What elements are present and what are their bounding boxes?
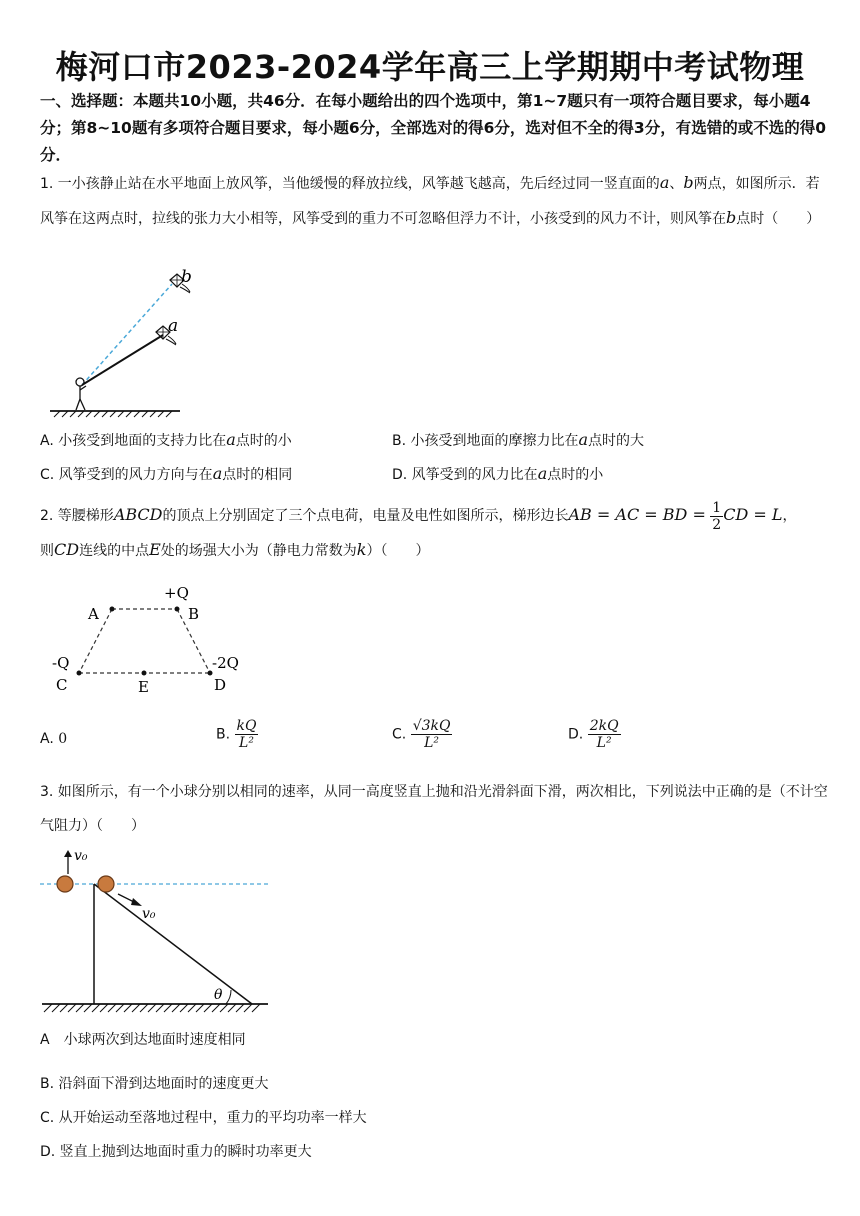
label-a: A [88,605,99,623]
q3-option-d[interactable]: D. 竖直上抛到达地面时重力的瞬时功率更大 [40,1144,312,1160]
q3-option-c[interactable]: C. 从开始运动至落地过程中，重力的平均功率一样大 [40,1110,367,1126]
label-c: C [56,676,68,694]
q2-option-b-den: L² [239,735,254,751]
q3-label-v0-slope: v₀ [142,906,156,922]
q3-option-b[interactable]: B. 沿斜面下滑到达地面时的速度更大 [40,1076,269,1092]
q2-var-e: E [149,540,161,559]
q3-label-v0-up: v₀ [74,848,88,864]
q3-ball-slope [98,876,114,892]
q2-option-d-label: D. [568,726,584,743]
q1-option-b-text: B. 小孩受到地面的摩擦力比在 [392,433,579,449]
q2-option-c-num: √3kQ [412,718,451,734]
charge-c: -Q [52,654,70,672]
question-3-stem: 3. 如图所示，有一个小球分别以相同的速率，从同一高度竖直上抛和沿光滑斜面下滑，两次相比，下列说法中正确的是（不计空气阻力）（ ） [40,784,828,834]
q2-eq-right: CD = L [723,505,783,524]
q2-option-d[interactable] [568,718,621,751]
q1-text-3: 点时（ ） [736,211,821,227]
q1-fig-label-a: a [168,316,179,336]
q1-text-2: 两点，如图所示．若风筝在这两点时，拉线的张力大小相等，风筝受到的重力不可忽略但浮力不计，小孩受到的风力不计，则风筝在 [40,176,820,227]
q2-option-c-label: C. [392,726,407,743]
q2-option-d-den: L² [596,735,612,751]
q2-option-b-label: B. [216,726,231,743]
q3-arrow-up-icon [64,850,72,857]
label-d: D [214,676,227,694]
question-2-stem-line-1 [40,497,797,534]
q2-eq-left: AB = AC = BD = [568,505,706,524]
q1-option-d-tail: 点时的小 [547,467,604,483]
label-e: E [138,678,149,696]
q2-text-4: 则 [40,543,54,559]
q2-option-c-den: L² [424,735,440,751]
q1-var-b2: b [726,208,737,227]
q2-eq-fraction [710,500,723,533]
point-a [110,607,115,612]
q1-option-d-var: a [537,464,548,483]
q2-var-cd: CD [54,540,80,559]
q1-option-c-tail: 点时的相同 [222,467,293,483]
q2-option-b[interactable] [216,718,258,751]
q2-text-7: ）（ ） [366,543,430,559]
q1-var-a: a [659,173,670,192]
q2-text-5: 连线的中点 [79,543,150,559]
q2-eq-num: 1 [712,499,722,516]
q3-incline-figure [40,846,272,1018]
q1-option-b-var: a [578,430,589,449]
q2-option-d-fraction [588,718,621,751]
q2-option-c-fraction [411,718,453,751]
q2-text-2: 的顶点上分别固定了三个点电荷，电量及电性如图所示，梯形边长 [162,508,569,524]
question-1-stem [40,166,830,236]
q3-label-theta: θ [214,987,223,1003]
q2-text-6: 处的场强大小为（静电力常数为 [160,543,357,559]
q1-option-d[interactable] [392,464,603,484]
q2-option-a-value: 0 [58,731,68,747]
point-c [77,671,82,676]
q2-option-b-num: kQ [236,718,257,734]
label-b: B [188,605,200,623]
page-title: 梅河口市2023-2024学年高三上学期期中考试物理 [55,48,805,86]
q3-ball-vertical [57,876,73,892]
q2-option-a[interactable] [40,731,67,747]
q1-sep: 、 [669,176,684,192]
q1-option-b-tail: 点时的大 [588,433,645,449]
q2-var-k: k [356,540,367,559]
q1-option-c-text: C. 风筝受到的风力方向与在 [40,467,213,483]
section-instructions: 一、选择题：本题共10小题，共46分．在每小题给出的四个选项中，第1~7题只有一项符合题目要求，每小题4分；第8~10题有多项符合题目要求，每小题6分，全部选对的得6分，选对但不全的得3分，有选错的或不选的得0分． [40,92,826,164]
q1-var-b: b [683,173,694,192]
q1-option-a-var: a [226,430,236,449]
q1-option-c[interactable] [40,464,292,484]
q2-trapezoid-figure [44,580,254,700]
q1-option-a-text: A. 小孩受到地面的支持力比在 [40,433,227,449]
q3-ground [42,1004,268,1012]
q1-option-a[interactable] [40,430,292,450]
q2-text-3: ， [782,508,797,524]
q2-text-1: 2. 等腰梯形 [40,508,114,524]
q2-option-d-num: 2kQ [589,718,619,734]
q1-string-to-a [82,335,163,385]
q2-option-a-label: A. [40,731,54,747]
q2-option-c[interactable] [392,718,452,751]
q1-option-c-var: a [212,464,223,483]
q1-ground [50,411,180,417]
q2-eq-den: 2 [712,516,722,533]
point-b [175,607,180,612]
charge-b: +Q [164,584,189,602]
q3-option-a[interactable]: A 小球两次到达地面时速度相同 [40,1032,246,1048]
q1-option-a-tail: 点时的小 [235,433,292,449]
point-e [142,671,147,676]
q1-kite-figure [44,262,194,422]
q3-arrow-slope-icon [131,898,142,906]
q2-var-abcd: ABCD [113,505,163,524]
child-figure-icon [76,378,86,410]
q2-option-b-fraction [235,718,259,751]
q1-option-d-text: D. 风筝受到的风力比在 [392,467,538,483]
q1-option-b[interactable] [392,430,644,450]
q1-fig-label-b: b [181,267,192,287]
question-2-stem-line-2 [40,540,429,560]
q1-text-1: 1. 一小孩静止站在水平地面上放风筝，当他缓慢的释放拉线，风筝越飞越高，先后经过同一竖直面的 [40,176,660,192]
charge-d: -2Q [212,654,239,672]
